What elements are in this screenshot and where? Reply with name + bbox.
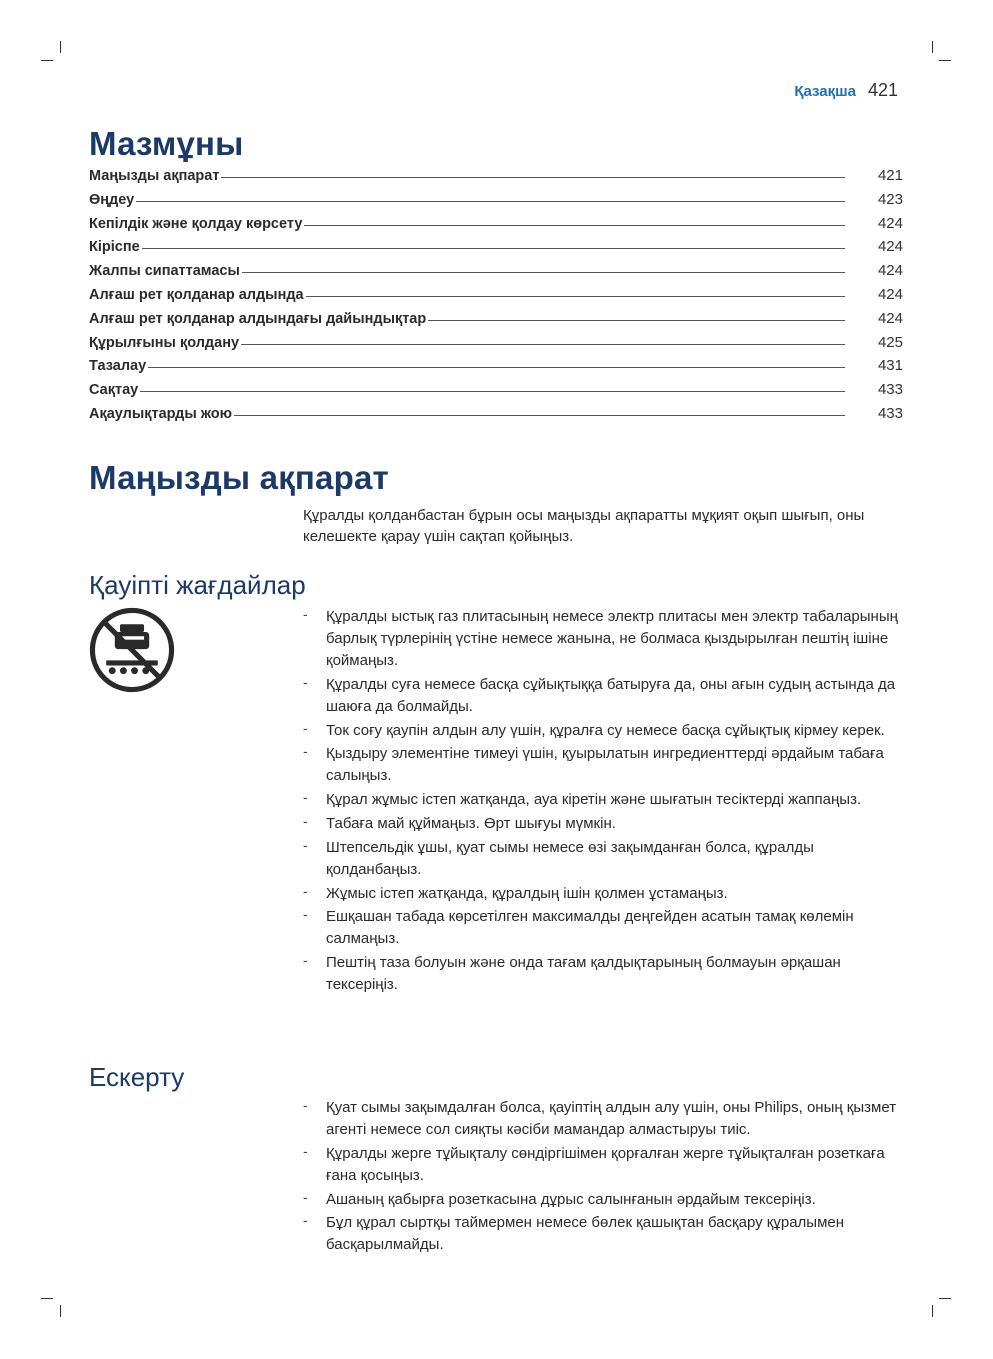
danger-item: - Құралды ыстық газ плитасының немесе электр плитасы мен электр табаларының барлық түрлерінің үстіне немесе жанына, не болмаса қыздырылған пештің ішіне қоймаңыз. <box>303 606 903 672</box>
crop-mark <box>932 41 933 53</box>
toc-entry-page: 425 <box>877 333 903 351</box>
important-title: Маңызды ақпарат <box>89 459 389 496</box>
toc-leader <box>148 367 845 368</box>
crop-mark <box>41 1298 53 1299</box>
toc-leader <box>428 320 845 321</box>
toc-leader <box>306 296 845 297</box>
toc-entry-title: Алғаш рет қолданар алдындағы дайындықтар <box>89 310 427 327</box>
danger-item: - Штепсельдік ұшы, қуат сымы немесе өзі зақымданған болса, құралды қолданбаңыз. <box>303 837 903 881</box>
crop-mark <box>41 60 53 61</box>
toc-entry-title: Құрылғыны қолдану <box>89 334 240 351</box>
toc-entry-page: 433 <box>877 381 903 399</box>
page-number: 421 <box>867 80 898 100</box>
toc-leader <box>304 225 845 226</box>
danger-item: - Қыздыру элементіне тимеуі үшін, қуырылатын ингредиенттерді әрдайым табаға салыңыз. <box>303 743 903 787</box>
toc-entry-title: Алғаш рет қолданар алдында <box>89 286 304 303</box>
toc-leader <box>140 391 845 392</box>
danger-list <box>303 606 903 998</box>
toc-entry-title: Ақаулықтарды жою <box>89 405 232 422</box>
danger-item: - Құрал жұмыс істеп жатқанда, ауа кіретін және шығатын тесіктерді жаппаңыз. <box>303 789 903 811</box>
danger-item: - Пештің таза болуын және онда тағам қалдықтарының болмауын әрқашан тексеріңіз. <box>303 952 903 996</box>
toc-entry-page: 423 <box>877 190 903 208</box>
toc-entry[interactable] <box>89 310 903 334</box>
toc-entry-page: 431 <box>877 357 903 375</box>
running-header <box>794 80 898 101</box>
danger-item: - Жұмыс істеп жатқанда, құралдың ішін қолмен ұстамаңыз. <box>303 883 903 905</box>
toc-entry[interactable] <box>89 167 903 191</box>
warning-item: - Құралды жерге тұйықталу сөндіргішімен қорғалған жерге тұйықталған розеткаға ғана қосыңыз. <box>303 1143 903 1187</box>
warning-item: - Бұл құрал сыртқы таймермен немесе бөлек қашықтан басқару құралымен басқарылмайды. <box>303 1212 903 1256</box>
toc-entry-title: Тазалау <box>89 358 147 375</box>
toc-entry[interactable] <box>89 238 903 262</box>
toc-entry[interactable] <box>89 357 903 381</box>
important-intro: Құралды қолданбастан бұрын осы маңызды ақпаратты мұқият оқып шығып, оны келешекте қарау үшін сақтап қойыңыз. <box>303 507 865 545</box>
toc-leader <box>142 248 845 249</box>
toc-entry[interactable] <box>89 262 903 286</box>
table-of-contents <box>89 167 903 429</box>
toc-entry-page: 424 <box>877 285 903 303</box>
toc-leader <box>136 201 845 202</box>
toc-entry-title: Кепілдік және қолдау көрсету <box>89 215 303 232</box>
toc-entry-title: Кіріспе <box>89 239 140 256</box>
warning-item: - Ашаның қабырға розеткасына дұрыс салынғанын әрдайым тексеріңіз. <box>303 1189 903 1211</box>
crop-mark <box>939 60 951 61</box>
crop-mark <box>939 1298 951 1299</box>
toc-entry-page: 424 <box>877 214 903 232</box>
toc-entry[interactable] <box>89 381 903 405</box>
crop-mark <box>60 1305 61 1317</box>
toc-entry-title: Жалпы сипаттамасы <box>89 263 240 280</box>
crop-mark <box>60 41 61 53</box>
toc-entry[interactable] <box>89 191 903 215</box>
warning-list <box>303 1097 903 1258</box>
toc-entry-page: 421 <box>877 167 903 184</box>
danger-item: - Табаға май құймаңыз. Өрт шығуы мүмкін. <box>303 813 903 835</box>
toc-entry-title: Маңызды ақпарат <box>89 168 220 184</box>
no-stovetop-icon <box>89 607 175 693</box>
toc-entry-title: Өңдеу <box>89 191 135 208</box>
toc-leader <box>221 177 845 178</box>
toc-entry[interactable] <box>89 286 903 310</box>
toc-entry-page: 424 <box>877 238 903 256</box>
danger-title: Қауіпті жағдайлар <box>89 570 306 600</box>
toc-entry[interactable] <box>89 215 903 239</box>
toc-entry-page: 424 <box>877 309 903 327</box>
toc-entry-page: 424 <box>877 262 903 280</box>
toc-leader <box>242 272 845 273</box>
toc-leader <box>241 344 845 345</box>
toc-entry-title: Сақтау <box>89 382 139 399</box>
danger-item: - Ешқашан табада көрсетілген максималды деңгейден асатын тамақ көлемін салмаңыз. <box>303 906 903 950</box>
toc-title: Мазмұны <box>89 125 244 162</box>
danger-item: - Құралды суға немесе басқа сұйықтыққа батыруға да, оны ағын судың астында да шаюға да болмайды. <box>303 674 903 718</box>
toc-entry-page: 433 <box>877 404 903 422</box>
toc-entry[interactable] <box>89 334 903 358</box>
language-label: Қазақша <box>794 83 856 100</box>
danger-item: - Ток соғу қаупін алдын алу үшін, құралға су немесе басқа сұйықтық кірмеу керек. <box>303 720 903 742</box>
warning-item: - Қуат сымы зақымдалған болса, қауіптің алдын алу үшін, оны Philips, оның қызмет агенті немесе сол сияқты кәсіби мамандар алмастыруы тиіс. <box>303 1097 903 1141</box>
crop-mark <box>932 1305 933 1317</box>
toc-entry[interactable] <box>89 405 903 429</box>
warning-title: Ескерту <box>89 1062 185 1092</box>
toc-leader <box>234 415 845 416</box>
